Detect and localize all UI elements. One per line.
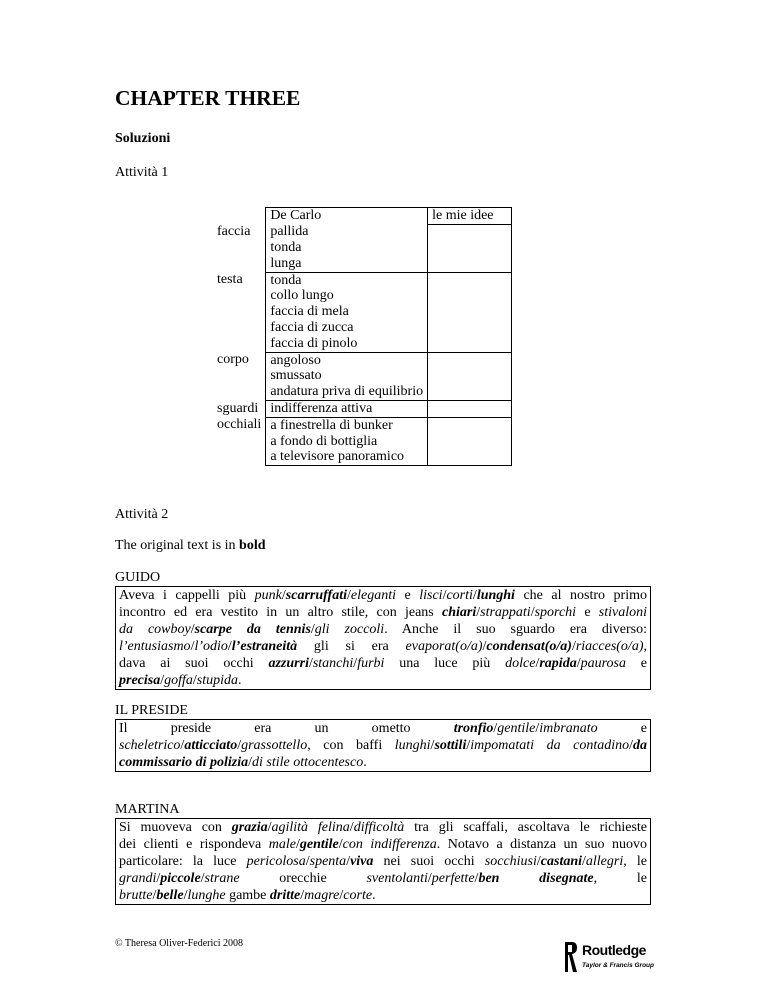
cell-value: tonda: [270, 272, 302, 288]
publisher-subtitle: Taylor & Francis Group: [582, 962, 654, 969]
section-title-martina: MARTINA: [115, 802, 180, 817]
cell-value: faccia di mela: [270, 304, 349, 320]
ideas-cell: [428, 272, 512, 352]
routledge-logo: [564, 940, 656, 974]
row-label-occhiali: occhiali: [217, 417, 262, 433]
activity-2-label: Attività 2: [115, 507, 169, 522]
activity-1-label: Attività 1: [115, 165, 169, 180]
cell-value: a fondo di bottiglia: [270, 433, 378, 449]
solutions-heading: Soluzioni: [115, 131, 171, 146]
table-row: [216, 224, 512, 272]
note-bold: bold: [239, 538, 266, 553]
table-row: [216, 352, 512, 400]
routledge-r-icon: [564, 940, 578, 974]
ideas-cell: [428, 224, 512, 272]
passage-line: Si muoveva con grazia/agilità felina/difficoltà tra gli scaffali, ascoltava le richieste: [119, 820, 647, 835]
ideas-cell: [428, 401, 512, 418]
table-row: [216, 401, 512, 418]
passage-line: precisa/goffa/stupida.: [119, 673, 242, 688]
cell-value: collo lungo: [270, 288, 334, 304]
passage-line: incontro ed era vestito in un altro stile, con jeans chiari/strappati/sporchi e stivaloni: [119, 605, 647, 620]
passage-preside: [115, 719, 651, 772]
ideas-cell: [428, 352, 512, 400]
passage-line: da cowboy/scarpe da tennis/gli zoccoli. Anche il suo sguardo era diverso:: [119, 622, 648, 637]
row-label-faccia: faccia: [216, 224, 266, 272]
table-header-empty: [216, 208, 266, 225]
passage-line: brutte/belle/lunghe gambe dritte/magre/corte.: [119, 888, 376, 903]
publisher-name: Routledge: [582, 942, 646, 958]
passage-line: grandi/piccole/strane orecchie sventolanti/perfette/ben disegnate, le: [119, 871, 647, 886]
copyright-footer: © Theresa Oliver-Federici 2008: [115, 938, 244, 949]
original-text-note: [115, 538, 266, 554]
cell-value: lunga: [270, 255, 302, 271]
section-title-guido: GUIDO: [115, 570, 161, 585]
table-row: [216, 208, 512, 225]
passage-line: dei clienti e rispondeva male/gentile/con indifferenza. Notavo a distanza un suo nuovo: [119, 837, 648, 852]
passage-line: commissario di polizia/di stile ottocentesco.: [119, 755, 367, 770]
cell-value: andatura priva di equilibrio: [270, 384, 424, 400]
passage-line: l’entusiasmo/l’odio/l’estraneità gli si era evaporat(o/a)/condensat(o/a)/riacces(o/a),: [119, 639, 647, 654]
column-header-de-carlo: De Carlo: [270, 208, 322, 223]
passage-line: Aveva i cappelli più punk/scarruffati/eleganti e lisci/corti/lunghi che al nostro primo: [119, 588, 647, 603]
cell-value: faccia di pinolo: [270, 335, 358, 351]
cell-value: pallida: [270, 224, 309, 240]
table-row: [216, 272, 512, 352]
passage-line: particolare: la luce pericolosa/spenta/viva nei suoi occhi socchiusi/castani/allegri, le: [119, 854, 648, 869]
cell-value: a televisore panoramico: [270, 449, 405, 465]
passage-guido: [115, 586, 651, 690]
chapter-title: CHAPTER THREE: [115, 86, 301, 110]
row-label-corpo: corpo: [217, 352, 249, 368]
note-text: The original text is in: [115, 538, 240, 553]
cell-value: tonda: [270, 240, 302, 256]
row-label-sguardi: sguardi: [217, 400, 259, 416]
column-header-ideas: le mie idee: [428, 208, 512, 225]
table-row: [216, 417, 512, 465]
cell-value: indifferenza attiva: [270, 401, 373, 417]
passage-line: dava ai suoi occhi azzurri/stanchi/furbi una luce più dolce/rapida/paurosa e: [119, 656, 648, 671]
cell-value: smussato: [270, 368, 322, 384]
row-label-testa: testa: [217, 272, 243, 288]
section-title-preside: IL PRESIDE: [115, 703, 188, 718]
cell-value: a finestrella di bunker: [270, 417, 393, 433]
passage-line: Il preside era un ometto tronfio/gentile/imbranato e: [119, 721, 648, 736]
passage-line: scheletrico/atticciato/grassottello, con baffi lunghi/sottili/impomatati da contadino/da: [119, 738, 647, 753]
description-table: [216, 207, 512, 466]
cell-value: faccia di zucca: [270, 320, 354, 336]
cell-value: angoloso: [270, 352, 321, 368]
passage-martina: [115, 818, 651, 905]
ideas-cell: [428, 417, 512, 465]
